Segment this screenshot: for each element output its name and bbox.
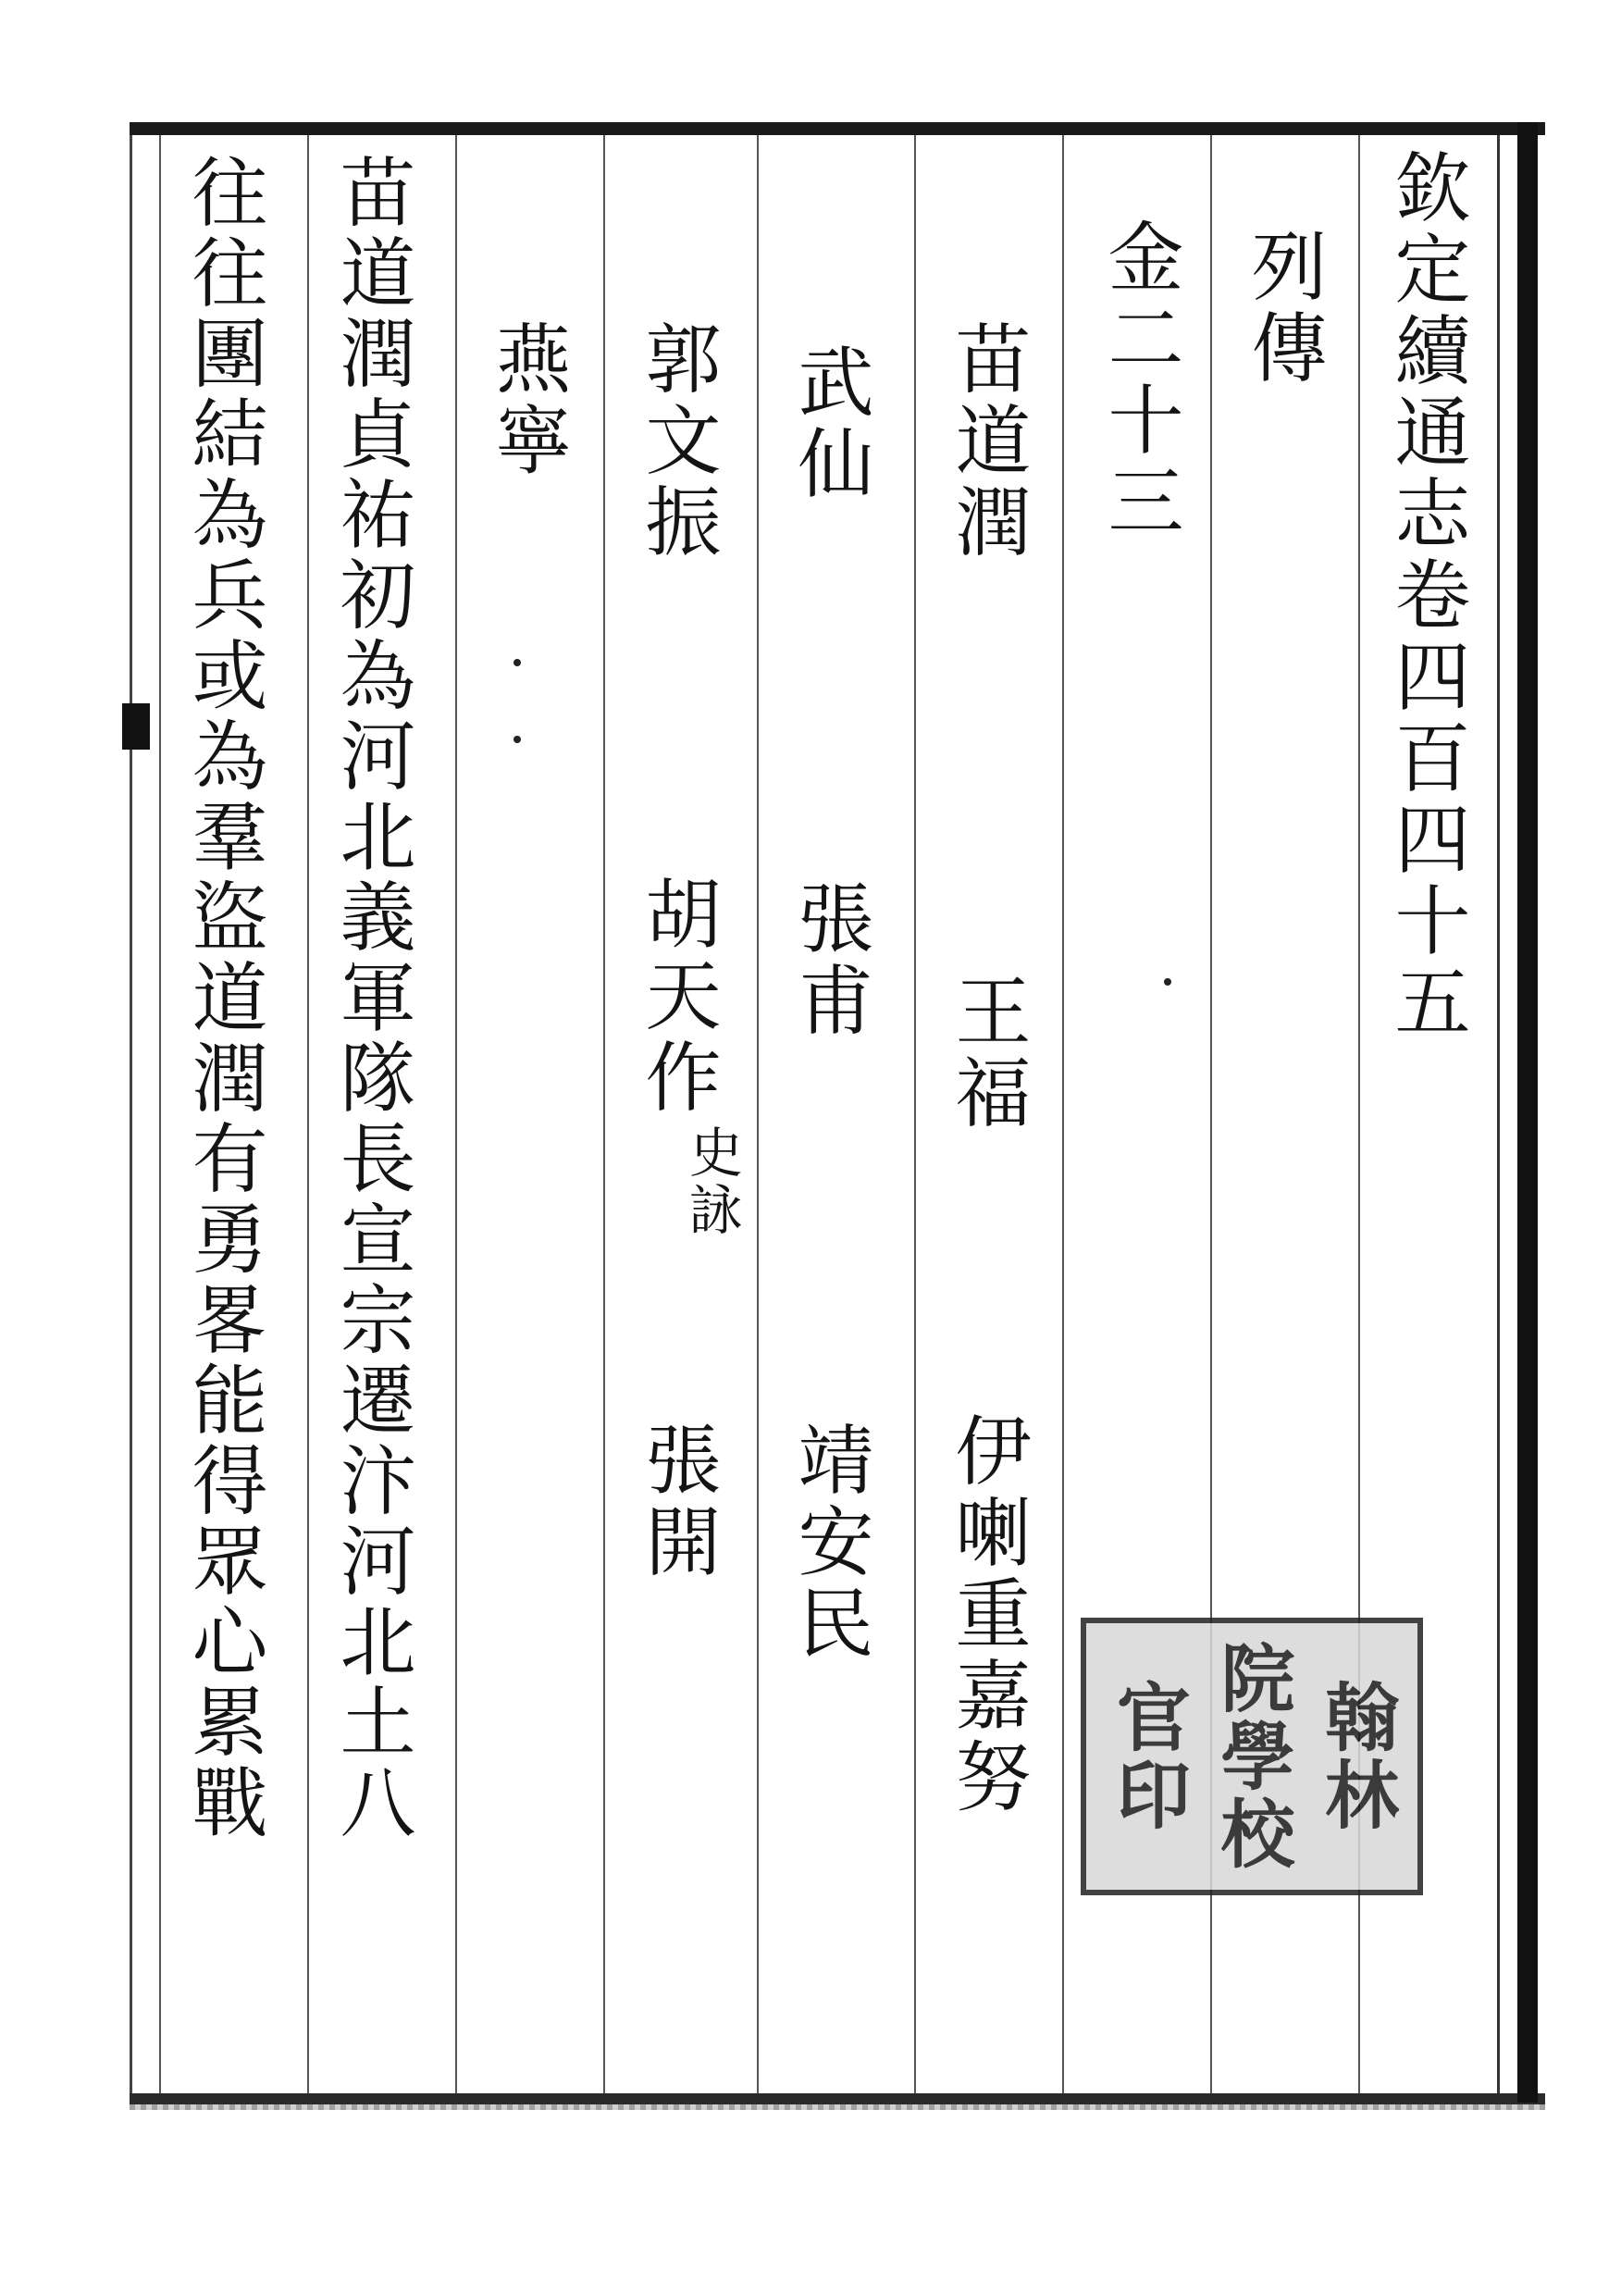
frame-top-border: [130, 122, 1545, 135]
body-text-line: 苗道潤貞祐初為河北義軍隊長宣宗遷汴河北土八: [328, 153, 415, 1843]
dynasty-chapter: 金二十三: [1095, 217, 1183, 543]
library-seal: [1081, 1618, 1423, 1895]
frame-bottom-border: [130, 2093, 1545, 2104]
frame-left-border: [130, 135, 132, 2093]
biography-name: 武仙: [786, 342, 873, 505]
column-rule: [307, 135, 309, 2093]
column-rule: [455, 135, 457, 2093]
dot-mark: [514, 736, 521, 743]
scan-noise: [130, 2104, 1545, 2110]
column-rule: [914, 135, 916, 2093]
body-text-line: 往往團結為兵或為羣盜道潤有勇畧能得眾心累戰: [179, 153, 267, 1843]
column-rule: [1062, 135, 1064, 2093]
biography-name: 苗道潤: [943, 319, 1031, 564]
frame-right-border: [1517, 122, 1538, 2103]
column-rule: [159, 135, 161, 2093]
seal-text: 翰林: [1312, 1679, 1400, 1834]
frame-right-inner-rule: [1497, 135, 1500, 2093]
biography-name: 胡天作: [633, 875, 721, 1119]
biography-name: 張甫: [786, 879, 873, 1042]
biography-name: 王福: [943, 972, 1031, 1135]
dot-mark: [1164, 978, 1171, 986]
seal-text: 官印: [1104, 1679, 1192, 1834]
biography-name: 伊喇重嘉努: [943, 1411, 1031, 1818]
section-heading: 列傳: [1239, 227, 1327, 390]
seal-text: 院學校: [1207, 1640, 1295, 1873]
biography-name: 靖安民: [786, 1421, 873, 1665]
biography-name-small: 史詠: [680, 1124, 743, 1239]
biography-name: 張開: [633, 1421, 721, 1583]
dot-mark: [514, 659, 521, 666]
volume-title: 欽定續通志卷四百四十五: [1382, 148, 1470, 1044]
biography-name: 燕寧: [483, 319, 571, 482]
column-rule: [757, 135, 759, 2093]
binding-mark: [122, 703, 150, 750]
column-rule: [603, 135, 605, 2093]
biography-name: 郭文振: [633, 319, 721, 564]
